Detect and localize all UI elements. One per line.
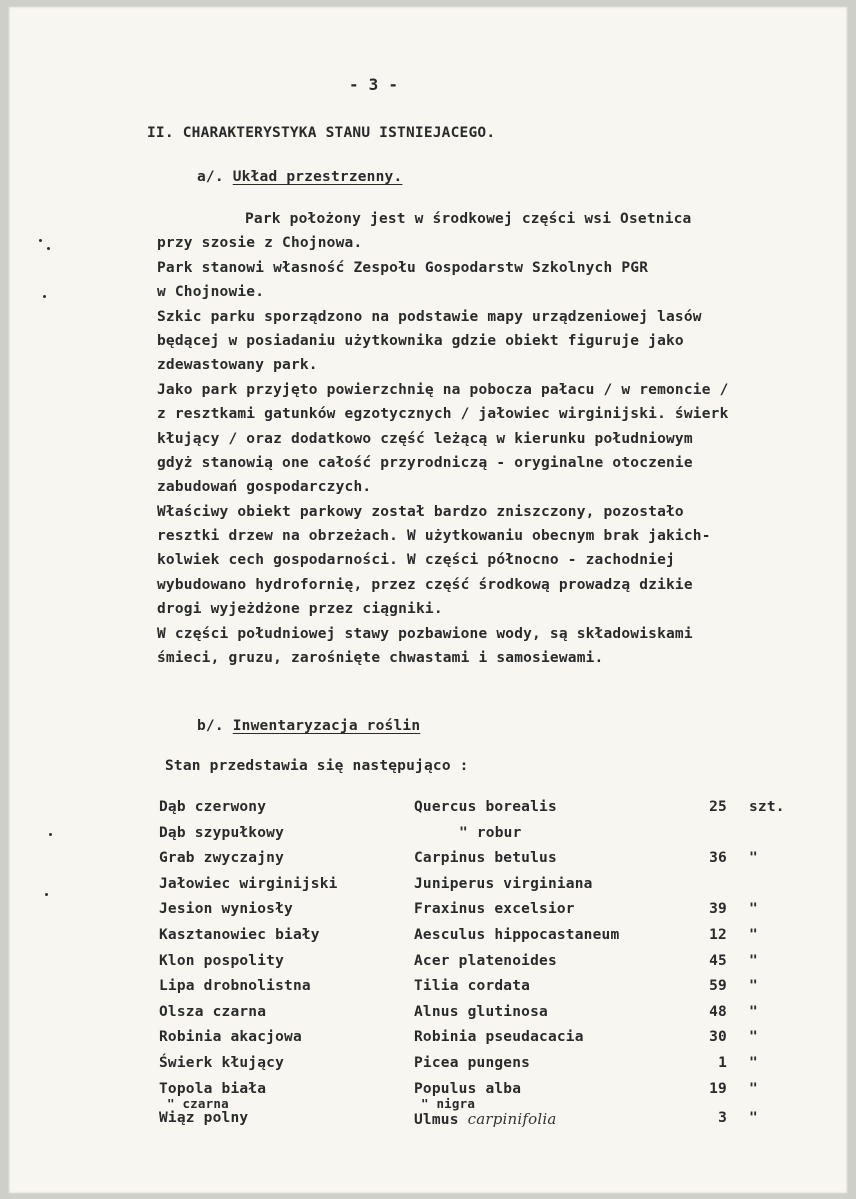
paragraph-line: zdewastowany park.: [157, 357, 318, 374]
paragraph-line: będącej w posiadaniu użytkownika gdzie obiekt figuruje jako: [157, 332, 684, 349]
polish-name: Jesion wyniosły: [159, 901, 293, 918]
latin-name: Juniperus virginiana: [414, 875, 593, 892]
subsection-a-heading: [197, 170, 402, 185]
polish-name: Świerk kłujący: [159, 1054, 285, 1071]
polish-name: Topola biała: [159, 1080, 267, 1097]
paragraph-line: wybudowano hydrofornię, przez część środkową prowadzą dzikie: [157, 576, 693, 593]
latin-name: Carpinus betulus: [414, 850, 557, 867]
tree-count: 3: [718, 1109, 727, 1126]
paragraph-line: resztki drzew na obrzeżach. W użytkowaniu obecnym brak jakich-: [157, 528, 711, 545]
paragraph-line: drogi wyjeżdżone przez ciągniki.: [157, 601, 443, 618]
latin-name: Picea pungens: [414, 1054, 531, 1071]
paragraph-line: śmieci, gruzu, zarośnięte chwastami i samosiewami.: [157, 650, 604, 667]
table-row: [159, 1004, 799, 1030]
paragraph-line: Szkic parku sporządzono na podstawie mapy urządzeniowej lasów: [157, 308, 702, 325]
margin-mark: [39, 239, 42, 242]
table-row: [159, 850, 799, 876]
paragraph-line: w Chojnowie.: [157, 284, 265, 301]
section-title: II. CHARAKTERYSTYKA STANU ISTNIEJACEGO.: [147, 125, 496, 141]
tree-count: 36: [709, 850, 727, 867]
latin-name: Quercus borealis: [414, 799, 557, 815]
table-row: [159, 799, 799, 825]
latin-handwritten: carpinifolia: [467, 1109, 557, 1128]
table-row: [159, 1081, 799, 1096]
tree-count: 25: [709, 799, 727, 815]
tree-count: 45: [709, 952, 727, 969]
table-row: [159, 825, 799, 851]
paragraph-line: gdyż stanowią one całość przyrodniczą - oryginalne otoczenie: [157, 454, 693, 471]
paragraph-line: W części południowej stawy pozbawione wody, są składowiskami: [157, 625, 693, 642]
unit: ": [749, 1029, 758, 1046]
polish-name: Lipa drobnolistna: [159, 978, 311, 995]
tree-count: 19: [709, 1080, 727, 1097]
paragraph-line: Właściwy obiekt parkowy został bardzo zniszczony, pozostało: [157, 503, 684, 520]
latin-name: Robinia pseudacacia: [414, 1029, 584, 1046]
polish-name: Robinia akacjowa: [159, 1029, 302, 1046]
table-row: [159, 953, 799, 979]
table-row: [159, 1029, 799, 1055]
latin-name: [414, 1110, 557, 1128]
polish-name: Dąb czerwony: [159, 799, 267, 815]
table-row: [159, 1055, 799, 1081]
latin-name: Acer platenoides: [414, 952, 557, 969]
unit: ": [749, 1054, 758, 1071]
paragraph-line: kolwiek cech gospodarności. W części północno - zachodniej: [157, 552, 675, 569]
table-row: [159, 1110, 799, 1136]
subsection-b-prefix: b/.: [197, 718, 224, 734]
latin-name: Alnus glutinosa: [414, 1003, 548, 1020]
unit: ": [749, 850, 758, 867]
polish-name: Jałowiec wirginijski: [159, 875, 338, 892]
tree-count: 1: [718, 1054, 727, 1071]
polish-name: Wiąz polny: [159, 1109, 249, 1126]
tree-count: 48: [709, 1003, 727, 1020]
unit: ": [749, 1003, 758, 1020]
table-row: [159, 1096, 799, 1110]
margin-mark: [47, 247, 50, 250]
paragraph-line: Jako park przyjęto powierzchnię na pobocza pałacu / w remoncie /: [157, 381, 729, 398]
paragraph-line: Park stanowi własność Zespołu Gospodarstw Szkolnych PGR: [157, 259, 649, 276]
table-row: [159, 978, 799, 1004]
unit: ": [749, 926, 758, 943]
plant-inventory-table: [159, 799, 799, 1135]
paragraph-line: z resztkami gatunków egzotycznych / jałowiec wirginijski. świerk: [157, 406, 729, 423]
document-page: [8, 6, 848, 1194]
polish-name: Klon pospolity: [159, 952, 285, 969]
tree-count: 39: [709, 901, 727, 918]
unit: ": [749, 1080, 758, 1097]
margin-mark: [43, 295, 46, 298]
tree-count: 59: [709, 978, 727, 995]
subsection-a-prefix: a/.: [197, 169, 224, 185]
latin-name: Aesculus hippocastaneum: [414, 926, 620, 943]
inventory-intro: Stan przedstawia się następująco :: [165, 758, 469, 774]
tree-count: 12: [709, 926, 727, 943]
unit: ": [749, 901, 758, 918]
subsection-b-title: Inwentaryzacja roślin: [232, 718, 421, 734]
unit: ": [749, 952, 758, 969]
margin-mark: [45, 893, 48, 896]
table-row: [159, 927, 799, 953]
paragraph-line: przy szosie z Chojnowa.: [157, 235, 363, 252]
polish-name: Dąb szypułkowy: [159, 824, 285, 841]
latin-name: Tilia cordata: [414, 978, 531, 995]
polish-name: " czarna: [167, 1095, 229, 1111]
table-row: [159, 901, 799, 927]
latin-name: Populus alba: [414, 1080, 522, 1097]
polish-name: Kasztanowiec biały: [159, 926, 320, 943]
margin-mark: [49, 833, 52, 836]
paragraph-line: Park położony jest w środkowej części wsi Osetnica: [245, 211, 692, 227]
subsection-b-heading: [197, 719, 420, 734]
polish-name: Olsza czarna: [159, 1003, 267, 1020]
paragraph-line: zabudowań gospodarczych.: [157, 479, 372, 496]
unit: ": [749, 978, 758, 995]
latin-name: " nigra: [421, 1095, 476, 1111]
polish-name: Grab zwyczajny: [159, 850, 285, 867]
table-row: [159, 876, 799, 902]
latin-name: Fraxinus excelsior: [414, 901, 575, 918]
paragraph-line: kłujący / oraz dodatkowo część leżącą w kierunku południowym: [157, 430, 693, 447]
description-paragraph: [157, 211, 837, 674]
latin-name: " robur: [459, 824, 522, 841]
unit: szt.: [749, 799, 785, 815]
page-number: - 3 -: [349, 75, 399, 94]
tree-count: 30: [709, 1029, 727, 1046]
latin-typed: Ulmus: [414, 1111, 459, 1128]
subsection-a-title: Układ przestrzenny.: [232, 169, 403, 185]
unit: ": [749, 1109, 758, 1126]
